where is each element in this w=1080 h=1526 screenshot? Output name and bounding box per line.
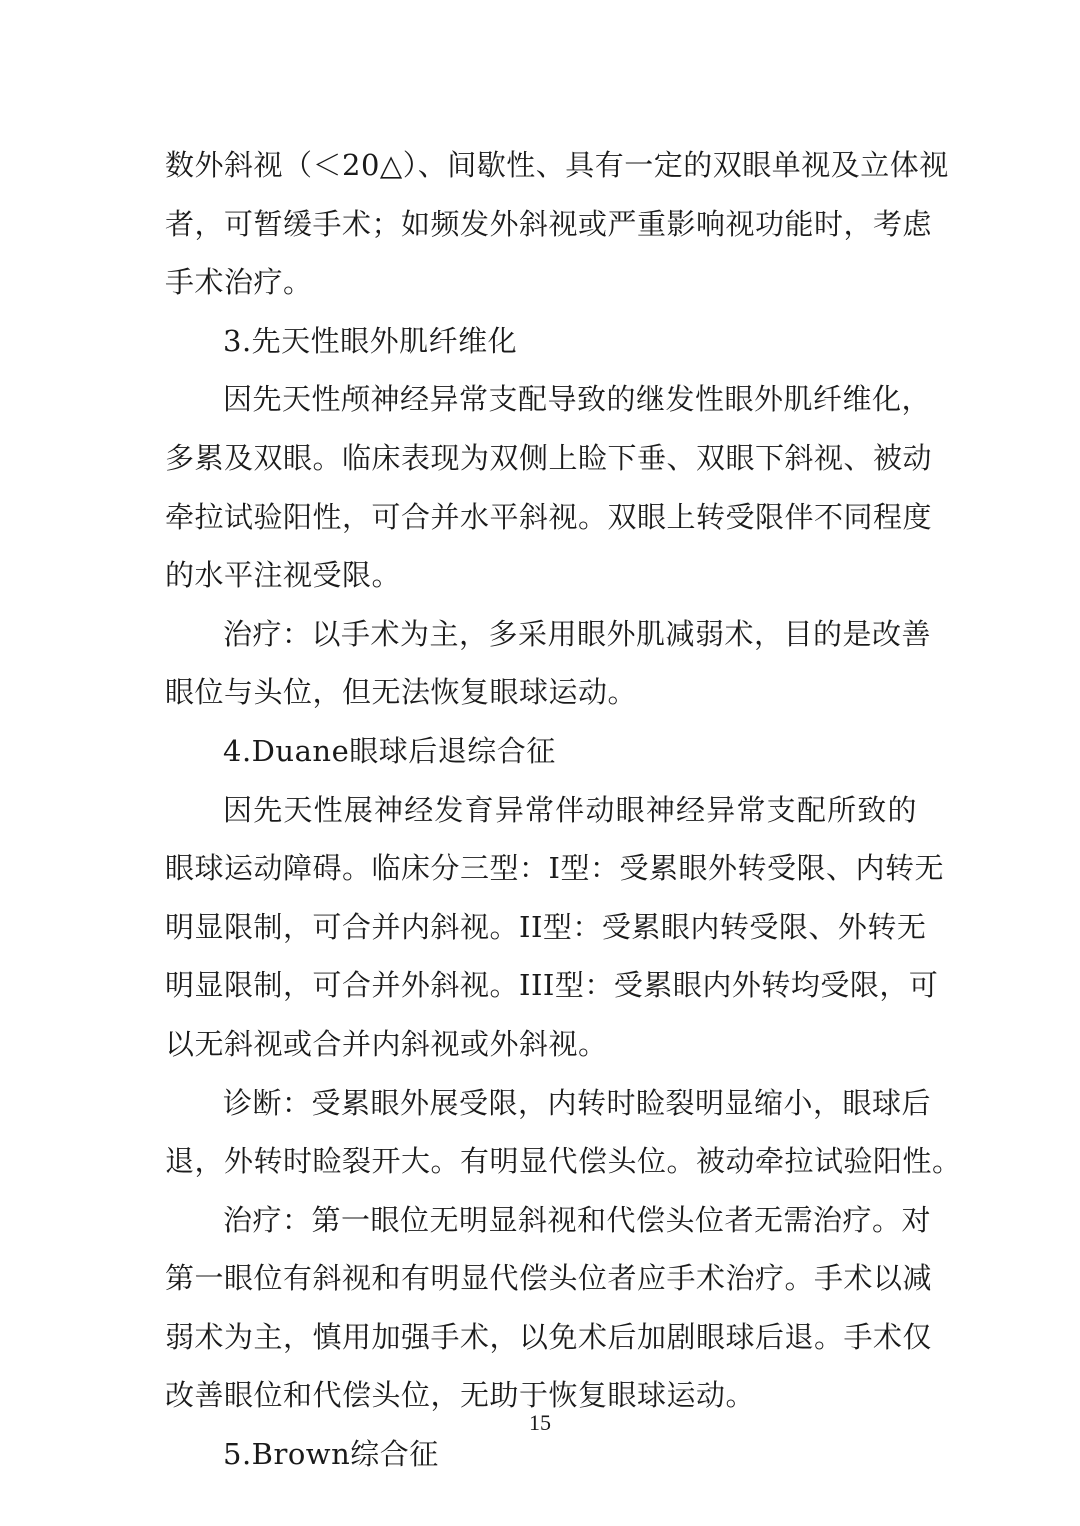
body-text (165, 136, 962, 1484)
text-line: 因先天性展神经发育异常伴动眼神经异常支配所致的 (223, 792, 917, 827)
section-heading: 4.Duane眼球后退综合征 (223, 733, 556, 768)
text-line: 数外斜视（＜20△）、间歇性、具有一定的双眼单视及立体视 (165, 148, 949, 182)
text-line: 牵拉试验阳性，可合并水平斜视。双眼上转受限伴不同程度 (165, 499, 933, 534)
text-line: 诊断：受累眼外展受限，内转时睑裂明显缩小，眼球后 (223, 1085, 932, 1120)
text-line: 者，可暂缓手术；如频发外斜视或严重影响视功能时，考虑 (165, 206, 933, 241)
text-line: 的水平注视受限。 (165, 558, 402, 593)
text-line: 改善眼位和代偿头位，无助于恢复眼球运动。 (165, 1378, 756, 1413)
text-line: 因先天性颅神经异常支配导致的继发性眼外肌纤维化， (223, 382, 932, 417)
text-line: 眼位与头位，但无法恢复眼球运动。 (165, 675, 638, 710)
text-line: 明显限制，可合并内斜视。II型：受累眼内转受限、外转无 (165, 909, 927, 944)
text-line: 退，外转时睑裂开大。有明显代偿头位。被动牵拉试验阳性。 (165, 1144, 962, 1179)
text-line: 第一眼位有斜视和有明显代偿头位者应手术治疗。手术以减 (165, 1261, 933, 1296)
section-heading: 3.先天性眼外肌纤维化 (223, 323, 518, 358)
section-heading: 5.Brown综合征 (223, 1437, 439, 1472)
text-line: 治疗：以手术为主，多采用眼外肌减弱术，目的是改善 (223, 616, 932, 651)
text-line: 以无斜视或合并内斜视或外斜视。 (165, 1026, 608, 1061)
text-line: 弱术为主，慎用加强手术，以免术后加剧眼球后退。手术仅 (165, 1319, 933, 1354)
text-line: 手术治疗。 (165, 265, 313, 300)
text-line: 眼球运动障碍。临床分三型：I型：受累眼外转受限、内转无 (165, 851, 944, 886)
text-line: 明显限制，可合并外斜视。III型：受累眼内外转均受限，可 (165, 968, 939, 1003)
page-number: 15 (529, 1410, 551, 1435)
text-line: 治疗：第一眼位无明显斜视和代偿头位者无需治疗。对 (223, 1202, 932, 1237)
text-line: 多累及双眼。临床表现为双侧上睑下垂、双眼下斜视、被动 (165, 440, 933, 475)
